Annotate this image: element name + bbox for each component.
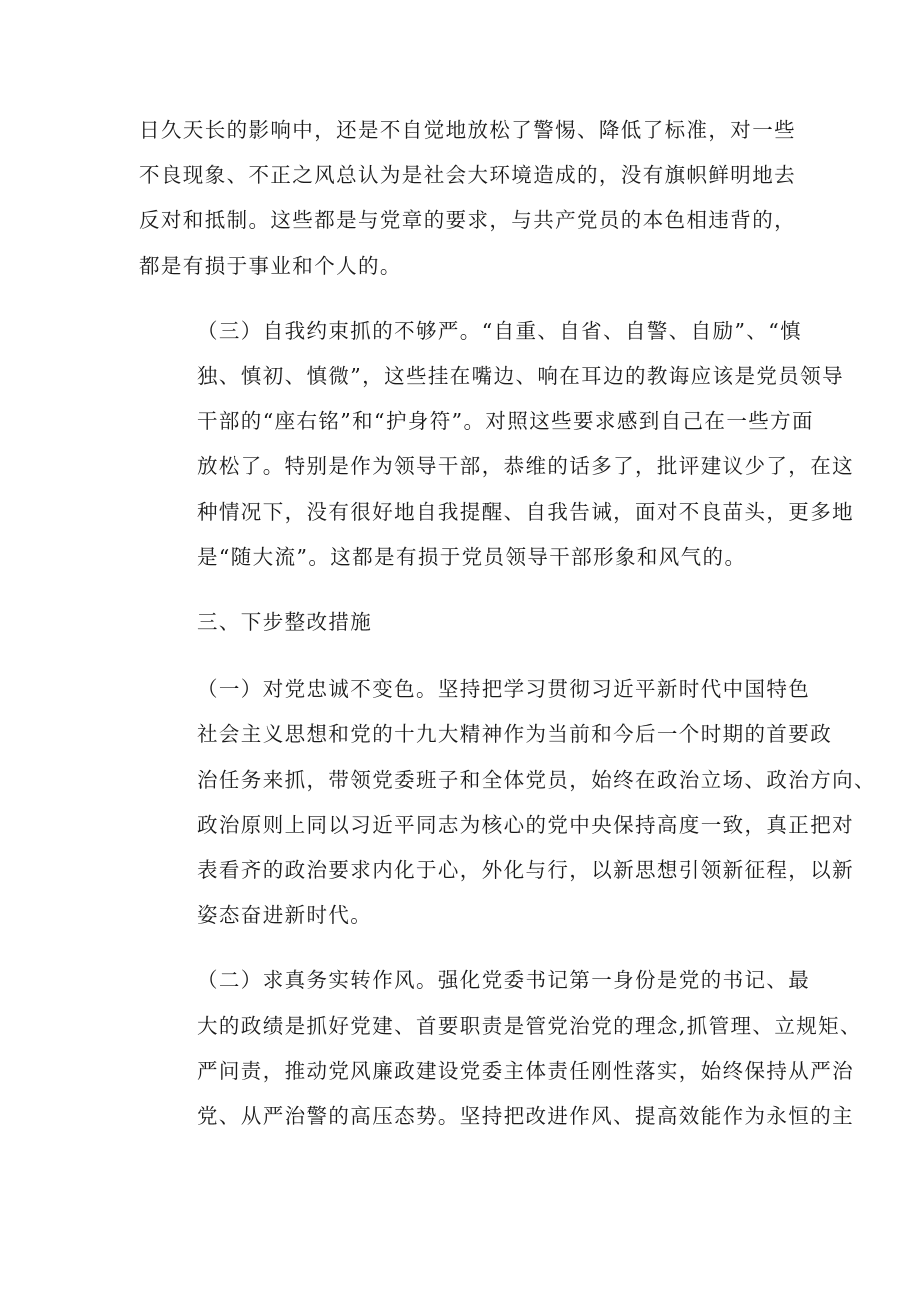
text-line: （一）对党忠诚不变色。坚持把学习贯彻习近平新时代中国特色	[197, 677, 811, 702]
text-line: 干部的“座右铭”和“护身符”。对照这些要求感到自己在一些方面	[197, 409, 814, 434]
text-line: 不良现象、不正之风总认为是社会大环境造成的，没有旗帜鲜明地去	[139, 163, 796, 188]
text-line: （二）求真务实转作风。强化党委书记第一身份是党的书记、最	[197, 968, 811, 993]
paragraph-self-discipline	[139, 309, 854, 580]
text-line: 党、从严治警的高压态势。坚持把改进作风、提高效能作为永恒的主	[197, 1104, 854, 1129]
text-line: 种情况下，没有很好地自我提醒、自我告诫，面对不良苗头，更多地	[197, 499, 854, 524]
text-line: 是“随大流”。这都是有损于党员领导干部形象和风气的。	[197, 544, 747, 569]
paragraph-loyalty	[139, 667, 876, 938]
text-line: 治任务来抓，带领党委班子和全体党员，始终在政治立场、政治方向、	[197, 767, 876, 792]
text-line: （三）自我约束抓的不够严。“自重、自省、自警、自励”、“慎	[197, 318, 803, 343]
text-line: 姿态奋进新时代。	[197, 903, 373, 928]
text-line: 政治原则上同以习近平同志为核心的党中央保持高度一致，真正把对	[197, 812, 854, 837]
paragraph-continuation	[139, 108, 799, 289]
text-line: 日久天长的影响中，还是不自觉地放松了警惕、降低了标准，对一些	[139, 118, 796, 142]
text-line: 表看齐的政治要求内化于心，外化与行，以新思想引领新征程，以新	[197, 858, 854, 883]
heading-text: 三、下步整改措施	[197, 610, 373, 635]
text-line: 反对和抵制。这些都是与党章的要求，与共产党员的本色相违背的，	[139, 208, 796, 233]
section-heading	[139, 600, 799, 645]
text-line: 大的政绩是抓好党建、首要职责是管党治党的理念,抓管理、立规矩、	[197, 1013, 862, 1038]
text-line: 严问责，推动党风廉政建设党委主体责任刚性落实，始终保持从严治	[197, 1058, 854, 1083]
document-page	[139, 108, 876, 1159]
text-line: 社会主义思想和党的十九大精神作为当前和今后一个时期的首要政	[197, 722, 833, 747]
paragraph-work-style	[139, 958, 862, 1139]
text-line: 都是有损于事业和个人的。	[139, 253, 402, 278]
text-line: 独、慎初、慎微”，这些挂在嘴边、响在耳边的教诲应该是党员领导	[197, 364, 844, 389]
text-line: 放松了。特别是作为领导干部，恭维的话多了，批评建议少了，在这	[197, 454, 854, 479]
